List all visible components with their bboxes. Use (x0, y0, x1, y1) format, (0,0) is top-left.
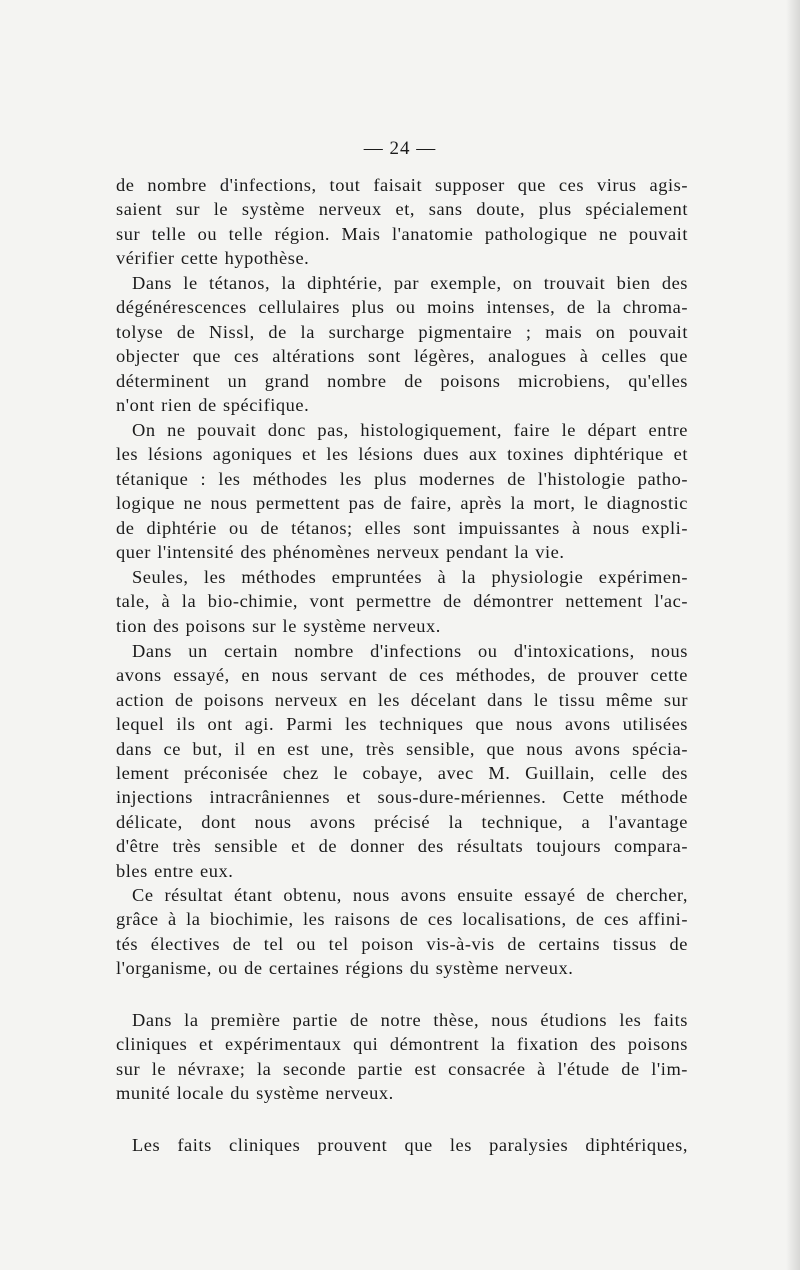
text-line: d'être très sensible et de donner des résultats toujours compara- (116, 836, 688, 857)
text-line: Seules, les méthodes empruntées à la physiologie expérimen- (132, 567, 688, 587)
text-line: tétanique : les méthodes les plus modernes de l'histologie patho- (116, 468, 688, 489)
text-line: On ne pouvait donc pas, histologiquement, faire le départ entre (132, 420, 688, 440)
text-line: grâce à la biochimie, les raisons de ces localisations, de ces affini- (116, 909, 688, 930)
text-line: avons essayé, en nous servant de ces méthodes, de prouver cette (116, 665, 688, 686)
text-line: Les faits cliniques prouvent que les paralysies diphtériques, (132, 1135, 688, 1155)
text-line: Dans le tétanos, la diphtérie, par exemple, on trouvait bien des (132, 273, 688, 293)
text-line: sur telle ou telle région. Mais l'anatomie pathologique ne pouvait (116, 223, 688, 244)
text-line: Dans un certain nombre d'infections ou d'intoxications, nous (132, 641, 688, 661)
page-number: — 24 — (363, 138, 437, 159)
text-line: n'ont rien de spécifique. (116, 394, 310, 415)
text-line: sur le névraxe; la seconde partie est consacrée à l'étude de l'im- (116, 1058, 688, 1079)
text-line: les lésions agoniques et les lésions dues aux toxines diphtérique et (116, 444, 688, 465)
paragraph-continuation (116, 173, 688, 271)
text-line: dans ce but, il en est une, très sensible, que nous avons spécia- (116, 738, 688, 759)
text-line: de nombre d'infections, tout faisait supposer que ces virus agis- (116, 175, 688, 195)
paragraph (116, 1133, 688, 1157)
text-line: lequel ils ont agi. Parmi les techniques que nous avons utilisées (116, 714, 688, 735)
text-line: Ce résultat étant obtenu, nous avons ensuite essayé de chercher, (132, 885, 688, 905)
text-line: tion des poisons sur le système nerveux. (116, 615, 441, 636)
paragraph (116, 639, 688, 883)
paragraph (116, 883, 688, 981)
text-line: dégénérescences cellulaires plus ou moins intenses, de la chroma- (116, 297, 688, 318)
paragraph (116, 271, 688, 417)
paragraph (116, 1008, 688, 1106)
text-line: injections intracrâniennes et sous-dure-mériennes. Cette méthode (116, 787, 688, 808)
text-line: tolyse de Nissl, de la surcharge pigmentaire ; mais on pouvait (116, 321, 688, 342)
text-line: logique ne nous permettent pas de faire, après la mort, le diagnostic (116, 493, 688, 514)
text-line: tale, à la bio-chimie, vont permettre de démontrer nettement l'ac- (116, 591, 688, 612)
text-line: bles entre eux. (116, 860, 234, 881)
text-line: action de poisons nerveux en les décelant dans le tissu même sur (116, 689, 688, 710)
text-line: objecter que ces altérations sont légères, analogues à celles que (116, 346, 688, 367)
text-line: lement préconisée chez le cobaye, avec M. Guillain, celle des (116, 762, 688, 783)
text-line: tés électives de tel ou tel poison vis-à-vis de certains tissus de (116, 933, 688, 954)
paragraph (116, 418, 688, 564)
text-line: Dans la première partie de notre thèse, nous étudions les faits (132, 1010, 688, 1030)
page-edge-shadow (786, 0, 800, 1270)
text-line: de diphtérie ou de tétanos; elles sont impuissantes à nous expli- (116, 517, 688, 538)
text-line: délicate, dont nous avons précisé la technique, a l'avantage (116, 811, 688, 832)
paragraph (116, 565, 688, 638)
text-line: quer l'intensité des phénomènes nerveux pendant la vie. (116, 541, 565, 562)
text-line: l'organisme, ou de certaines régions du système nerveux. (116, 958, 574, 979)
text-line: saient sur le système nerveux et, sans doute, plus spécialement (116, 199, 688, 220)
text-line: cliniques et expérimentaux qui démontrent la fixation des poisons (116, 1034, 688, 1055)
text-line: déterminent un grand nombre de poisons microbiens, qu'elles (116, 370, 688, 391)
text-line: vérifier cette hypothèse. (116, 248, 310, 269)
text-line: munité locale du système nerveux. (116, 1083, 394, 1104)
